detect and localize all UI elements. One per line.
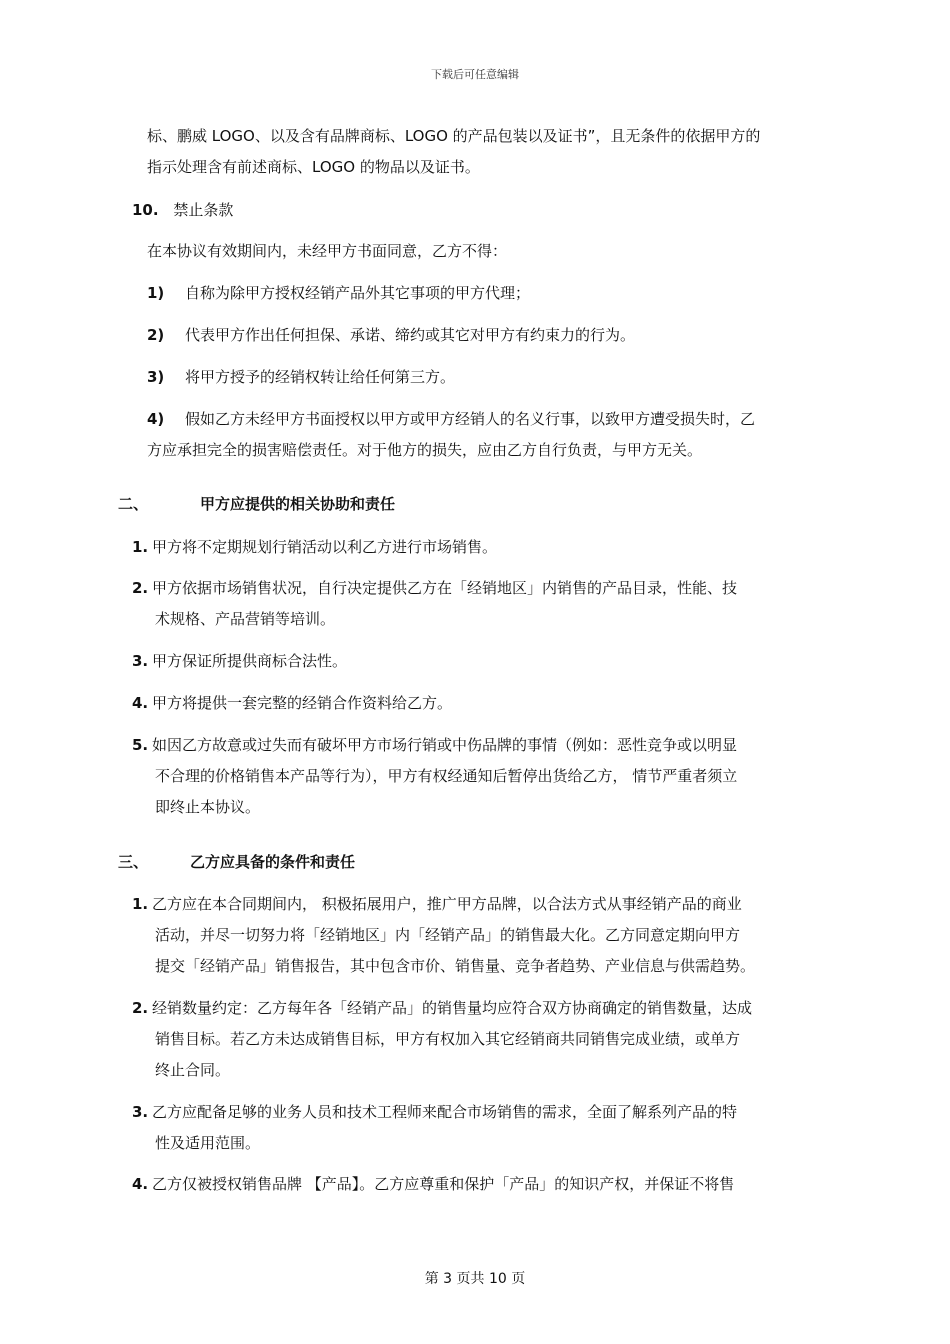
list-item-text: 经销数量约定：乙方每年各「经销产品」的销售量均应符合双方协商确定的销售数量，达成 [152,999,753,1017]
list-item-number: 4) [147,410,165,428]
section-heading [118,852,356,872]
list-item-text: 乙方应在本合同期间内， 积极拓展用户，推广甲方品牌，以合法方式从事经销产品的商业 [152,895,742,913]
list-item-number: 1. [132,538,149,556]
list-item [147,367,456,387]
list-item-number: 5. [132,736,149,754]
list-item-continuation: 即终止本协议。 [155,798,261,816]
list-item-number: 3. [132,652,149,670]
list-item-text: 乙方仅被授权销售品牌 【产品】。乙方应尊重和保护「产品」的知识产权，并保证不将售 [152,1175,735,1193]
list-item-number: 3) [147,368,165,386]
list-item-continuation: 方应承担完全的损害赔偿责任。对于他方的损失，应由乙方自行负责，与甲方无关。 [147,441,703,459]
list-item [147,409,756,429]
list-item-continuation: 终止合同。 [155,1061,231,1079]
list-item-continuation: 不合理的价格销售本产品等行为），甲方有权经通知后暂停出货给乙方， 情节严重者须立 [155,767,738,785]
list-item [132,1174,735,1194]
page-footer: 第 3 页共 10 页 [424,1271,526,1287]
list-item-continuation: 性及适用范围。 [155,1134,261,1152]
list-item-continuation: 提交「经销产品」销售报告，其中包含市价、销售量、竞争者趋势、产业信息与供需趋势。 [155,957,756,975]
list-item-text: 甲方保证所提供商标合法性。 [152,652,348,670]
list-item-continuation: 销售目标。若乙方未达成销售目标，甲方有权加入其它经销商共同销售完成业绩，或单方 [155,1030,741,1048]
list-item-text: 假如乙方未经甲方书面授权以甲方或甲方经销人的名义行事，以致甲方遭受损失时，乙 [185,410,756,428]
list-item-number: 2) [147,326,165,344]
list-item [132,998,753,1018]
list-item-number: 1) [147,284,165,302]
section-number: 二、 [118,495,149,513]
section-heading [118,494,396,514]
list-item-number: 4. [132,694,149,712]
list-item-text: 如因乙方故意或过失而有破坏甲方市场行销或中伤品牌的事情（例如：恶性竞争或以明显 [152,736,738,754]
list-item-number: 2. [132,999,149,1017]
page-header: 下载后可任意编辑 [431,68,519,81]
clause-number: 10. [132,201,159,219]
clause-intro: 在本协议有效期间内，未经甲方书面同意，乙方不得： [147,242,508,260]
list-item-number: 2. [132,579,149,597]
list-item [132,693,453,713]
list-item [132,735,738,755]
list-item-text: 甲方将提供一套完整的经销合作资料给乙方。 [152,694,453,712]
clause-title: 禁止条款 [173,201,234,219]
list-item-text: 甲方依据市场销售状况，自行决定提供乙方在「经销地区」内销售的产品目录，性能、技 [152,579,738,597]
list-item-text: 代表甲方作出任何担保、承诺、缔约或其它对甲方有约束力的行为。 [185,326,636,344]
list-item-text: 甲方将不定期规划行销活动以利乙方进行市场销售。 [152,538,498,556]
list-item-text: 乙方应配备足够的业务人员和技术工程师来配合市场销售的需求，全面了解系列产品的特 [152,1103,738,1121]
clause-10 [132,200,233,220]
paragraph-line: 标、鹏威 LOGO、以及含有品牌商标、LOGO 的产品包装以及证书”，且无条件的依据甲方的 [147,127,761,145]
section-title: 甲方应提供的相关协助和责任 [200,495,396,513]
paragraph-line: 指示处理含有前述商标、LOGO 的物品以及证书。 [147,158,480,176]
list-item [132,1102,738,1122]
list-item-text: 将甲方授予的经销权转让给任何第三方。 [185,368,456,386]
list-item-text: 自称为除甲方授权经销产品外其它事项的甲方代理； [185,284,531,302]
list-item [147,325,636,345]
section-title: 乙方应具备的条件和责任 [190,853,356,871]
list-item [132,537,498,557]
list-item [132,894,742,914]
list-item [147,283,531,303]
list-item-number: 1. [132,895,149,913]
list-item-continuation: 活动，并尽一切努力将「经销地区」内「经销产品」的销售最大化。乙方同意定期向甲方 [155,926,741,944]
list-item-number: 4. [132,1175,149,1193]
section-number: 三、 [118,853,149,871]
list-item [132,651,348,671]
list-item-number: 3. [132,1103,149,1121]
list-item-continuation: 术规格、产品营销等培训。 [155,610,336,628]
list-item [132,578,738,598]
